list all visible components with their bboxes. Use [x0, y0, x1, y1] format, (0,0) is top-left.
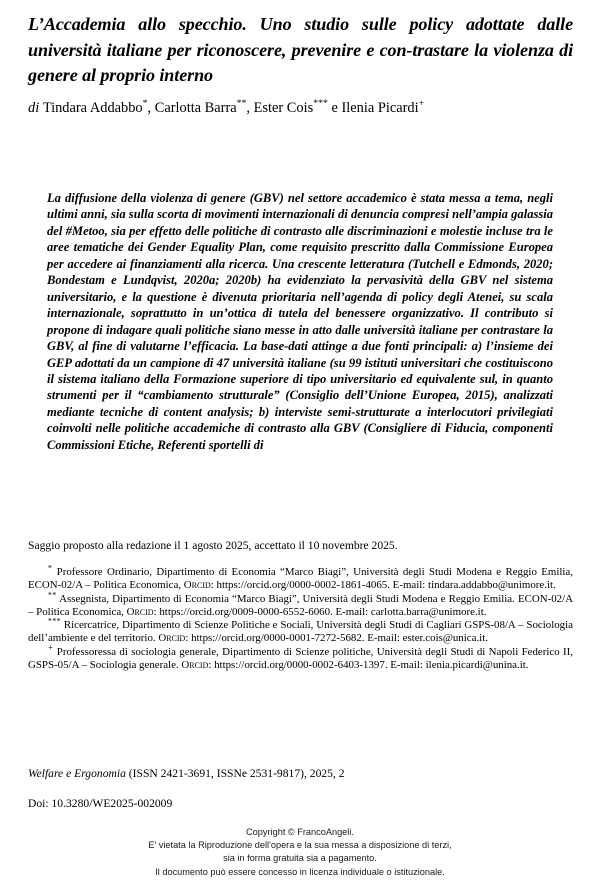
footnote-marker-1: *: [48, 563, 53, 573]
footnotes-block: [28, 563, 573, 672]
footnote-3: [28, 616, 573, 646]
footnote-marker-4: +: [48, 642, 54, 653]
doi-line: Doi: 10.3280/WE2025-002009: [28, 797, 173, 810]
author-marker-3: ***: [313, 98, 328, 110]
orcid-label-1: Orcid: [183, 579, 211, 592]
copyright-line-4: Il documento può essere concesso in licenza individuale o istituzionale.: [155, 866, 445, 877]
author-marker-1: *: [142, 98, 148, 110]
orcid-label-4: Orcid: [181, 659, 209, 672]
author-name-3: Ester Cois: [253, 100, 314, 116]
footnote-1: [28, 563, 573, 593]
orcid-url-2: : https://orcid.org/0009-0000-6552-6060. E-mail: carlotta.barra@unimore.it.: [153, 605, 487, 618]
journal-citation: [28, 766, 573, 781]
orcid-label-3: Orcid: [158, 632, 186, 645]
footnote-affiliation-3: Ricercatrice, Dipartimento di Scienze Politiche e Sociali, Università degli Studi di Cagliari GSPS-08/A – Sociologia dell’ambiente e del territorio.: [28, 619, 573, 645]
journal-name: Welfare e Ergonomia: [28, 767, 126, 780]
title-block: [28, 12, 573, 89]
page-title: L’Accademia allo specchio. Uno studio sulle policy adottate dalle università italiane per riconoscere, prevenire e con-trastare la violenza di genere al proprio interno: [28, 14, 573, 86]
byline-prefix: di: [28, 100, 40, 116]
footnote-affiliation-2: Assegnista, Dipartimento di Economia “Marco Biagi”, Università degli Studi Modena e Reggio Emilia. ECON-02/A – Politica Economica,: [28, 592, 573, 618]
copyright-footer: [0, 826, 600, 879]
submission-note: Saggio proposto alla redazione il 1 agosto 2025, accettato il 10 novembre 2025.: [28, 539, 398, 552]
author-name-4: Ilenia Picardi: [341, 100, 419, 116]
author-name-2: Carlotta Barra: [154, 100, 237, 116]
footnote-2: [28, 589, 573, 620]
footnote-affiliation-4: Professoressa di sociologia generale, Dipartimento di Scienze politiche, Università degli Studi di Napoli Federico II, GSPS-05/A – Sociologia generale.: [28, 645, 573, 672]
author-name-1: Tindara Addabbo: [42, 100, 143, 116]
byline-conjunction: e: [331, 100, 338, 116]
copyright-line-2: E' vietata la Riproduzione dell'opera e la sua messa a disposizione di terzi,: [148, 840, 452, 851]
orcid-label-2: Orcid: [126, 605, 154, 618]
author-marker-2: **: [236, 98, 247, 110]
abstract-text: La diffusione della violenza di genere (GBV) nel settore accademico è stata messa a tema, negli ultimi anni, sia sulla scorta di movimenti internazionali di denuncia compresi nell’ampia galassia del #Metoo, sia per effetto delle politiche di contrasto alle discriminazioni e molestie incluse tra le aree tematiche dei Gender Equality Plan, come requisito prescritto dalla Commissione Europea per accedere ai finanziamenti alla ricerca. Una crescente letteratura (Tutchell e Edmonds, 2020; Bondestam e Lundqvist, 2020a; 2020b) ha evidenziato la pervasività della GBV nel sistema universitario, e la questione è divenuta prioritaria nell’agenda di policy degli Atenei, su scala internazionale, soprattutto in un’ottica di tutela del benessere organizzativo. Il contributo si propone di indagare quali politiche siano messe in atto dalle università italiane per contrastare la GBV, al fine di valutarne l’efficacia. La base-dati attinge a due fonti principali: a) l’insieme dei GEP adottati da un campione di 47 università italiane (su 99 istituti universitari che costituiscono il sistema italiano della Formazione superiore di tipo universitario ed equivalente sul, in quanto strumenti per il “cambiamento strutturale” (Consiglio dell’Unione Europea, 2015), analizzati mediante tecniche di content analysis; b) interviste semi-strutturate a interlocutori privilegiati coinvolti nelle politiche accademiche di contrasto alla GBV (Consigliere di Fiducia, componenti Commissioni Etiche, Referenti sportelli di: [47, 191, 553, 452]
author-marker-4: +: [418, 98, 425, 110]
copyright-line-3: sia in forma gratuita sia a pagamento.: [223, 853, 377, 864]
journal-issn: (ISSN 2421-3691, ISSNe 2531-9817), 2025, 2: [125, 767, 345, 780]
orcid-url-4: : https://orcid.org/0000-0002-6403-1397. E-mail: ilenia.picardi@unina.it.: [208, 659, 529, 672]
orcid-url-1: : https://orcid.org/0000-0002-1861-4065. E-mail: tindara.addabbo@unimore.it.: [210, 579, 556, 592]
footnote-4: [28, 642, 573, 673]
footnote-marker-3: ***: [48, 616, 61, 626]
footnote-affiliation-1: Professore Ordinario, Dipartimento di Economia “Marco Biagi”, Università degli Studi Modena e Reggio Emilia, ECON-02/A – Politica Economica,: [28, 566, 573, 592]
copyright-line-1: Copyright © FrancoAngeli.: [246, 827, 354, 837]
footnote-marker-2: **: [48, 589, 57, 599]
byline: di Tindara Addabbo*, Carlotta Barra**, Ester Cois*** e Ilenia Picardi+: [28, 98, 425, 116]
orcid-url-3: : https://orcid.org/0000-0001-7272-5682. E-mail: ester.cois@unica.it.: [185, 632, 488, 645]
